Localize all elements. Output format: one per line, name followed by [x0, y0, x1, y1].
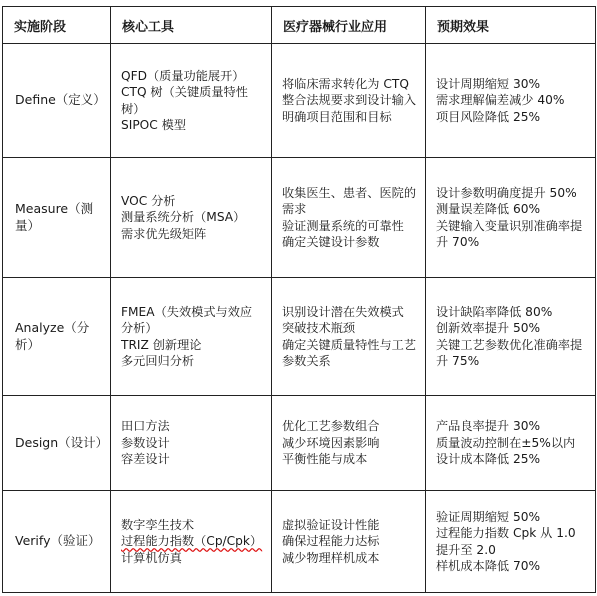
- table-row-design: [3, 396, 596, 491]
- effects-cell: [426, 396, 596, 491]
- effect-item: 设计成本降低 25%: [436, 452, 541, 467]
- application-item: 突破技术瓶颈: [282, 321, 356, 335]
- phase-cell: Define（定义）: [3, 44, 111, 158]
- effect-item: 设计参数明确度提升 50%: [436, 185, 577, 200]
- application-item: 整合法规要求到设计输入: [282, 93, 417, 108]
- application-item: 验证测量系统的可靠性: [282, 218, 404, 233]
- application-item: 优化工艺参数组合: [282, 419, 380, 434]
- application-cell: [272, 158, 426, 278]
- application-item: 确定关键质量特性与工艺参数关系: [282, 337, 417, 368]
- effect-item: 创新效率提升 50%: [436, 321, 541, 335]
- effect-item: 测量误差降低 60%: [436, 202, 541, 216]
- application-item: 明确项目范围和目标: [282, 109, 392, 124]
- phase-cell: Design（设计）: [3, 396, 111, 491]
- tool-item: 田口方法: [121, 419, 170, 434]
- effect-item: 产品良率提升 30%: [436, 419, 541, 434]
- phase-cell: Verify（验证）: [3, 491, 111, 593]
- table-row-verify: [3, 491, 596, 593]
- tool-item: CTQ 树（关键质量特性树）: [121, 85, 248, 116]
- application-item: 虚拟验证设计性能: [282, 517, 380, 532]
- effect-item: 过程能力指数 Cpk 从 1.0 提升至 2.0: [436, 526, 576, 557]
- six-sigma-dfss-table: [2, 6, 596, 593]
- effects-cell: [426, 491, 596, 593]
- tool-item: 测量系统分析（MSA）: [121, 210, 246, 225]
- tool-item: FMEA（失效模式与效应分析）: [121, 304, 253, 335]
- effect-item: 设计周期缩短 30%: [436, 76, 541, 91]
- header-effects: 预期效果: [426, 7, 596, 44]
- effect-item: 项目风险降低 25%: [436, 109, 541, 124]
- tool-item: 容差设计: [121, 452, 170, 467]
- tool-item: 需求优先级矩阵: [121, 226, 207, 241]
- effects-cell: [426, 44, 596, 158]
- effect-item: 设计缺陷率降低 80%: [436, 304, 553, 319]
- table-row-analyze: [3, 278, 596, 396]
- header-phase: 实施阶段: [3, 7, 111, 44]
- tool-item: QFD（质量功能展开）: [121, 68, 245, 83]
- tool-item: SIPOC 模型: [121, 118, 187, 132]
- tool-item: 计算机仿真: [121, 550, 182, 565]
- tool-item: 多元回归分析: [121, 354, 195, 368]
- tools-cell: [111, 278, 272, 396]
- application-item: 确定关键设计参数: [282, 235, 380, 249]
- application-item: 减少物理样机成本: [282, 550, 380, 565]
- effect-item: 验证周期缩短 50%: [436, 509, 541, 524]
- application-item: 减少环境因素影响: [282, 435, 380, 450]
- tools-cell: [111, 44, 272, 158]
- application-cell: [272, 491, 426, 593]
- tool-item: 参数设计: [121, 435, 170, 450]
- application-cell: [272, 278, 426, 396]
- effect-item: 质量波动控制在±5%以内: [436, 435, 576, 450]
- tools-cell: [111, 396, 272, 491]
- tool-item: TRIZ 创新理论: [121, 337, 202, 352]
- effect-item: 需求理解偏差减少 40%: [436, 93, 565, 108]
- tool-item: 过程能力指数（Cp/Cpk）: [121, 534, 263, 549]
- effects-cell: [426, 158, 596, 278]
- phase-cell: Measure（测量）: [3, 158, 111, 278]
- tools-cell: [111, 158, 272, 278]
- table-row-measure: [3, 158, 596, 278]
- table-header-row: [3, 7, 596, 44]
- effect-item: 关键输入变量识别准确率提升 70%: [436, 218, 583, 249]
- effect-item: 样机成本降低 70%: [436, 559, 541, 573]
- application-item: 收集医生、患者、医院的需求: [282, 185, 417, 216]
- application-item: 确保过程能力达标: [282, 534, 380, 549]
- table-row-define: [3, 44, 596, 158]
- application-item: 识别设计潜在失效模式: [282, 304, 404, 319]
- header-tools: 核心工具: [111, 7, 272, 44]
- phase-cell: Analyze（分析）: [3, 278, 111, 396]
- application-cell: [272, 396, 426, 491]
- application-item: 平衡性能与成本: [282, 452, 368, 467]
- effects-cell: [426, 278, 596, 396]
- tools-cell: [111, 491, 272, 593]
- header-application: 医疗器械行业应用: [272, 7, 426, 44]
- application-item: 将临床需求转化为 CTQ: [282, 76, 409, 91]
- tool-item: 数字孪生技术: [121, 517, 195, 532]
- application-cell: [272, 44, 426, 158]
- tool-item: VOC 分析: [121, 193, 176, 208]
- effect-item: 关键工艺参数优化准确率提升 75%: [436, 337, 583, 368]
